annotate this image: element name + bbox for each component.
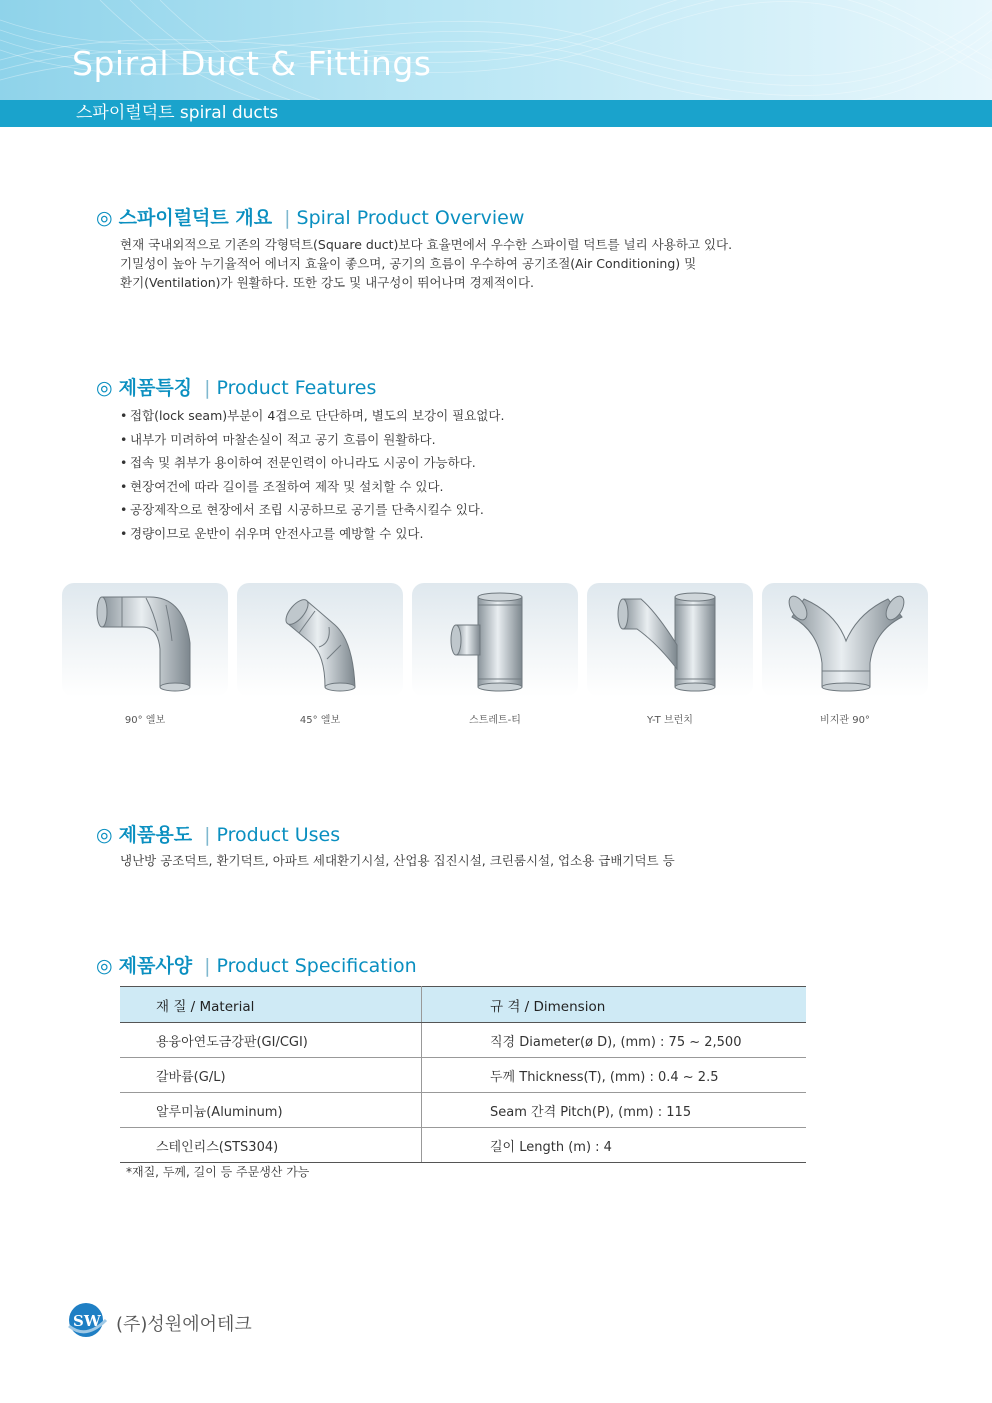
table-cell: 알루미늄(Aluminum) (120, 1093, 422, 1128)
features-title-en: Product Features (216, 377, 377, 399)
product-card-straight-tee (412, 583, 578, 697)
table-cell: 갈바륨(G/L) (120, 1058, 422, 1093)
product-card-elbow-90 (62, 583, 228, 697)
list-item (120, 451, 504, 475)
features-heading (96, 373, 376, 400)
heading-separator: | (204, 955, 211, 977)
spec-heading (96, 951, 417, 978)
double-circle-icon: ◎ (96, 824, 113, 846)
bullhead-tee-icon (762, 583, 928, 697)
product-label: 스트레트-티 (469, 715, 521, 726)
table-row (120, 1093, 806, 1128)
overview-line: 기밀성이 높아 누기율적어 에너지 효율이 좋으며, 공기의 흐름이 우수하여 공기조절(Air Conditioning) 및 (120, 256, 697, 271)
y-branch-icon (587, 583, 753, 697)
feature-text: 경량이므로 운반이 쉬우며 안전사고를 예방할 수 있다. (130, 525, 424, 541)
product-label: Y-T 브런치 (647, 715, 693, 726)
bullet-icon: • (120, 525, 128, 541)
bullet-icon: • (120, 431, 128, 447)
table-cell: 용융아연도금강판(GI/CGI) (120, 1023, 422, 1058)
feature-text: 현장여건에 따라 길이를 조절하여 제작 및 설치할 수 있다. (130, 478, 444, 494)
elbow-45-icon (237, 583, 403, 697)
feature-text: 접속 및 취부가 용이하여 전문인력이 아니라도 시공이 가능하다. (130, 455, 476, 470)
feature-text: 내부가 미려하여 마찰손실이 적고 공기 흐름이 원활하다. (130, 431, 436, 447)
table-cell: 직경 Diameter(ø D), (mm) : 75 ~ 2,500 (422, 1023, 807, 1058)
elbow-90-icon (62, 583, 228, 697)
table-cell: 스테인리스(STS304) (120, 1128, 422, 1163)
list-item (120, 498, 504, 522)
overview-title-ko: 스파이럴덕트 개요 (118, 207, 273, 229)
double-circle-icon: ◎ (96, 377, 113, 399)
table-cell: Seam 간격 Pitch(P), (mm) : 115 (422, 1093, 807, 1128)
logo-text: SW (73, 1312, 101, 1330)
company-logo (66, 1300, 110, 1348)
heading-separator: | (204, 824, 211, 846)
overview-text (120, 235, 732, 292)
subtitle-bar (0, 100, 992, 127)
overview-heading (96, 203, 524, 230)
uses-text: 냉난방 공조덕트, 환기덕트, 아파트 세대환기시설, 산업용 집진시설, 크린룸시설, 업소용 급배기덕트 등 (120, 853, 675, 868)
feature-text: 접합(lock seam)부분이 4겹으로 단단하며, 별도의 보강이 필요없다. (130, 408, 505, 423)
list-item (120, 522, 504, 546)
feature-text: 공장제작으로 현장에서 조립 시공하므로 공기를 단축시킬수 있다. (130, 502, 484, 517)
spec-title-ko: 제품사양 (118, 955, 193, 977)
table-cell: 길이 Length (m) : 4 (422, 1128, 807, 1163)
product-card-elbow-45 (237, 583, 403, 697)
double-circle-icon: ◎ (96, 207, 113, 229)
heading-separator: | (284, 207, 291, 229)
table-row (120, 1023, 806, 1058)
product-label: 비지관 90° (820, 715, 870, 726)
product-label: 45° 엘보 (299, 715, 341, 726)
straight-tee-icon (412, 583, 578, 697)
features-list (120, 404, 504, 545)
column-header-material: 재 질 / Material (120, 987, 422, 1023)
double-circle-icon: ◎ (96, 955, 113, 977)
heading-separator: | (204, 377, 211, 399)
list-item (120, 404, 504, 428)
spec-table (120, 986, 806, 1163)
sw-logo-icon (66, 1300, 110, 1344)
product-label: 90° 엘보 (124, 715, 166, 726)
column-header-dimension: 규 격 / Dimension (422, 987, 807, 1023)
table-header-row (120, 987, 806, 1023)
company-name: (주)성원에어테크 (116, 1314, 252, 1335)
bullet-icon: • (120, 502, 128, 517)
table-cell: 두께 Thickness(T), (mm) : 0.4 ~ 2.5 (422, 1058, 807, 1093)
bullet-icon: • (120, 455, 128, 470)
product-card-y-branch (587, 583, 753, 697)
overview-line: 현재 국내외적으로 기존의 각형덕트(Square duct)보다 효율면에서 우수한 스파이럴 덕트를 널리 사용하고 있다. (120, 237, 733, 252)
table-row (120, 1128, 806, 1163)
list-item (120, 475, 504, 499)
page-title: Spiral Duct & Fittings (72, 44, 432, 83)
uses-title-en: Product Uses (216, 824, 341, 846)
uses-heading (96, 820, 340, 847)
uses-title-ko: 제품용도 (118, 824, 193, 846)
bullet-icon: • (120, 478, 128, 494)
list-item (120, 428, 504, 452)
table-row (120, 1058, 806, 1093)
product-card-bullhead-tee (762, 583, 928, 697)
spec-note: *재질, 두께, 길이 등 주문생산 가능 (126, 1165, 310, 1179)
page-subtitle: 스파이럴덕트 spiral ducts (76, 103, 279, 123)
features-title-ko: 제품특징 (118, 377, 193, 399)
bullet-icon: • (120, 408, 128, 423)
overview-title-en: Spiral Product Overview (296, 207, 525, 229)
header-banner (0, 0, 992, 100)
spec-title-en: Product Specification (216, 955, 417, 977)
overview-line: 환기(Ventilation)가 원활하다. 또한 강도 및 내구성이 뛰어나며 경제적이다. (120, 275, 535, 290)
